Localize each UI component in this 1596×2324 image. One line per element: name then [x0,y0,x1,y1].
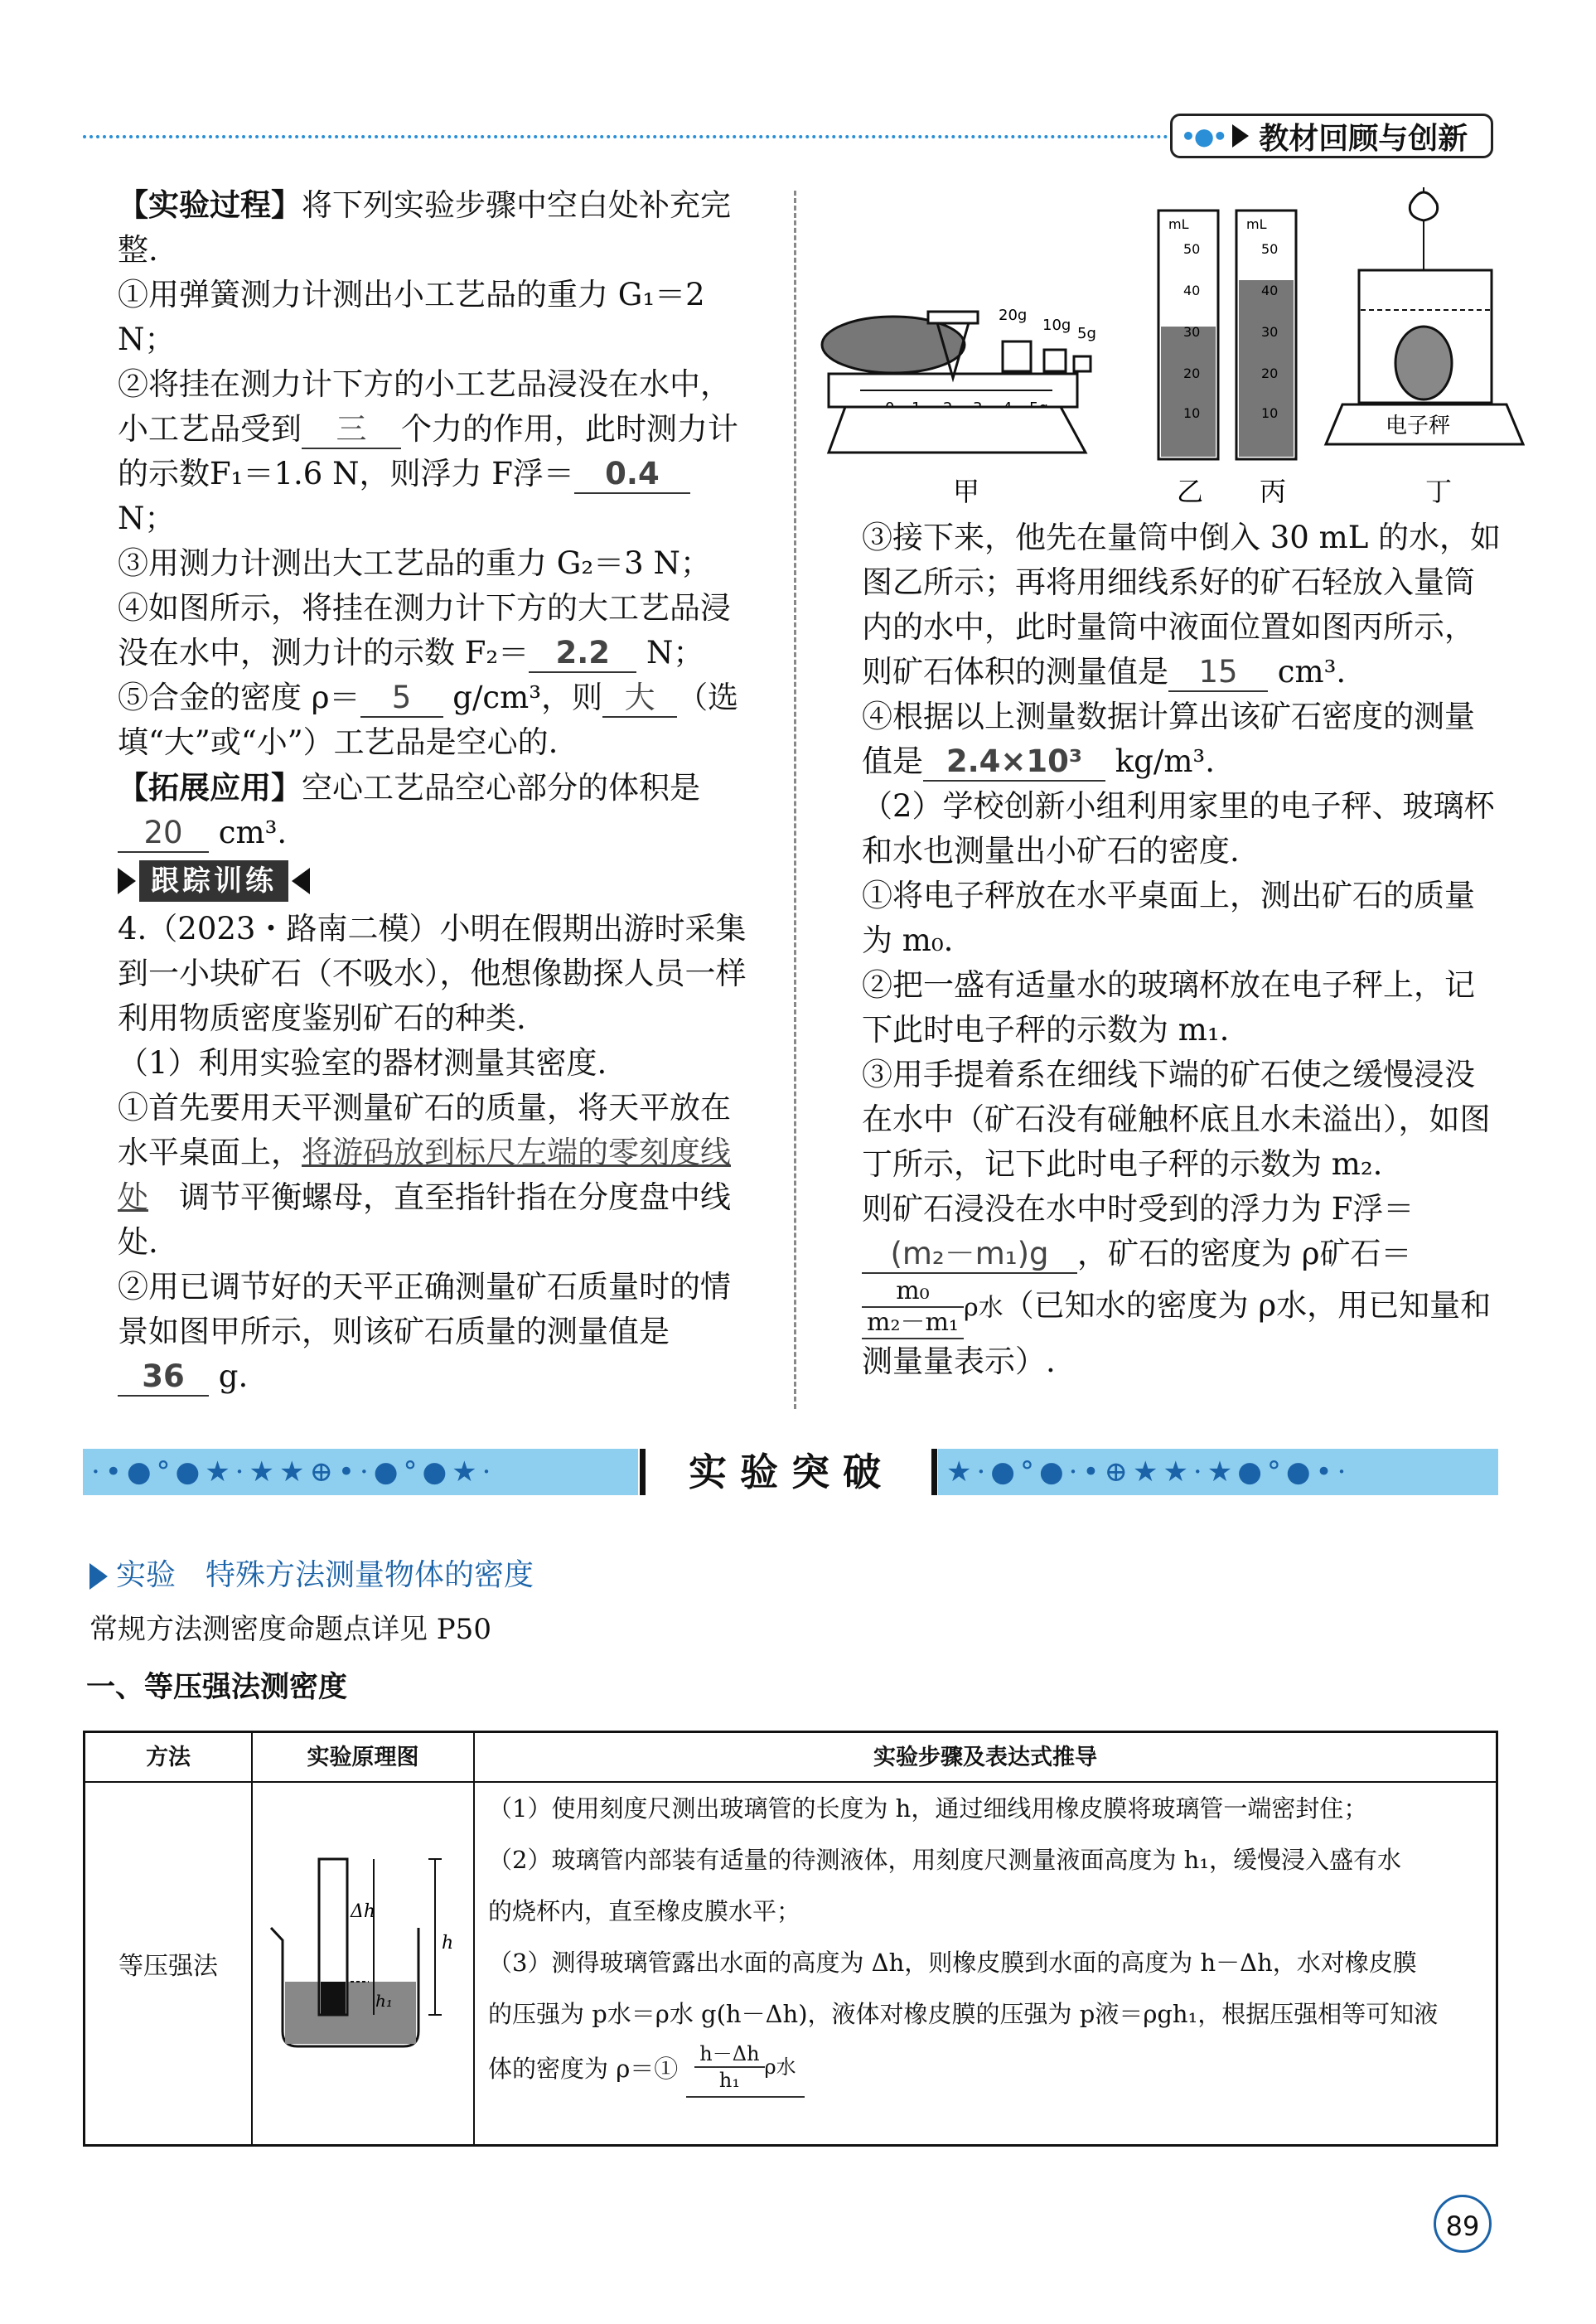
band-bar-left [640,1449,646,1495]
section-title: 实验突破 [689,1450,894,1494]
step-5-answer: 5 [360,680,443,718]
step-4-answer: 2.2 [529,635,636,673]
ore-in-water [1395,327,1452,399]
expand-text: 空心工艺品空心部分的体积是 [302,770,700,806]
step-2-blank: 三 [302,411,401,449]
right-p9: 则矿石浸没在水中时受到的浮力为 F浮＝ [862,1191,1415,1227]
right-column [862,516,1502,1384]
step-5b: g/cm³，则 [452,680,603,715]
header-dotted-line [83,135,1168,138]
diagram-cell [253,1783,475,2144]
step-5-answer-2: 大 [602,680,677,718]
answer-blank [686,2040,804,2098]
table-step-2b: 的烧杯内，直至橡皮膜水平； [488,1897,801,1925]
dots-icon: •●• [1181,122,1226,150]
label-ding: 丁 [1425,476,1453,507]
expand-answer: 20 [118,815,209,853]
arrow-right-icon [1232,124,1249,148]
weight-5g [1074,356,1091,371]
step-2b: 个力的作用，此时测力计的示数F₁＝1.6 N，则浮力 F浮＝ [118,411,738,491]
page-number: 89 [1434,2195,1492,2253]
cyl-tick: 40 [1261,283,1279,298]
q4-1a-b: 调节平衡螺母，直至指针指在分度盘中线处. [118,1179,731,1260]
chapter-badge [1170,114,1493,158]
step-5a: ⑤合金的密度 ρ＝ [118,680,360,715]
question-4-part-1: （1）利用实验室的器材测量其密度. [118,1045,607,1081]
cyl-unit-1: mL [1168,216,1189,232]
step-3: ③用测力计测出大工艺品的重力 G₂＝3 N； [118,545,711,581]
cyl-tick: 20 [1261,366,1279,381]
experiment-heading [89,1552,534,1594]
cyl-tick: 20 [1183,366,1201,381]
weight-label-20g: 20g [999,307,1028,324]
section-band-right: ★·●°●·•⊕★★·★●°●•· [938,1449,1498,1495]
water-30ml [1161,327,1216,457]
frac-den: m₂－m₁ [867,1308,959,1337]
label-bing: 丙 [1260,476,1287,507]
scale-label: 电子秤 [1386,414,1451,438]
weight-10g [1044,350,1066,371]
experiment-figure [812,187,1525,511]
right-p9c: （已知水的密度为 ρ水，用已知量和测量量表示）. [862,1287,1492,1379]
expand-unit: cm³. [218,815,288,850]
weight-20g [1003,341,1031,371]
cyl-tick: 10 [1261,405,1279,421]
arrow-right-icon [89,1563,108,1590]
q4-1a: ①首先要用天平测量矿石的质量，将天平放在水平桌面上， [118,1090,731,1170]
expand-tag: 【拓展应用】 [118,769,302,806]
column-divider [794,191,796,1409]
process-intro: 将下列实验步骤中空白处补充完整. [118,187,731,268]
p4-answer: 2.4×10³ [923,743,1105,782]
cyl-tick: 50 [1261,241,1279,257]
section-band-left: ·•●°●★·★★⊕•·●°●★· [83,1449,638,1495]
step-4a: ④如图所示，将挂在测力计下方的大工艺品浸没在水中，测力计的示数 F₂＝ [118,590,731,671]
cyl-tick: 10 [1183,405,1201,421]
table-step-2a: （2）玻璃管内部装有适量的待测液体，用刻度尺测量液面高度为 h₁，缓慢浸入盛有水 [488,1846,1401,1874]
step-2-answer: 0.4 [574,456,690,494]
process-tag: 【实验过程】 [118,186,302,223]
weight-label-5g: 5g [1077,325,1096,342]
th-method: 方法 [85,1733,253,1783]
p3-answer: 15 [1168,654,1268,692]
question-4: 4.（2023・路南二模）小明在假期出游时采集到一小块矿石（不吸水），他想像勘探人员一样利用物质密度鉴别矿石的种类. [118,911,747,1036]
table-step-1: （1）使用刻度尺测出玻璃管的长度为 h，通过细线用橡皮膜将玻璃管一端密封住； [488,1794,1368,1823]
table-frac-den: h₁ [718,2069,740,2092]
method-cell: 等压强法 [85,1783,253,2144]
cyl-unit-2: mL [1246,216,1267,232]
q4-1b-unit: g. [218,1358,249,1394]
label-dh: Δh [351,1901,376,1922]
right-p5: （2）学校创新小组利用家里的电子秤、玻璃杯和水也测量出小矿石的密度. [862,788,1495,869]
electronic-scale-diagram [1326,187,1523,444]
q4-1a-answer: 将游码放到标尺左端的零刻度线处 [118,1135,731,1215]
label-h: h [442,1933,454,1954]
th-steps: 实验步骤及表达式推导 [475,1733,1496,1783]
balance-diagram [822,307,1096,453]
left-column [118,182,756,1399]
q4-1b-answer: 36 [118,1358,209,1397]
measuring-cylinders [1158,211,1296,459]
weight-label-10g: 10g [1042,317,1071,334]
q4-1b: ②用已调节好的天平正确测量矿石质量时的情景如图甲所示，则该矿石质量的测量值是 [118,1269,731,1349]
band-bar-right [931,1449,937,1495]
p3-unit: cm³. [1277,654,1347,690]
cyl-tick: 50 [1183,241,1201,257]
hand-icon [1410,192,1437,220]
table-step-3b: 的压强为 p水＝ρ水 g(h－Δh)，液体对橡皮膜的压强为 p液＝ρgh₁，根据压强相等可知液 [488,2000,1439,2028]
frac-tail: ρ水 [963,1293,1004,1323]
step-5c: （选填“大”或“小”）工艺品是空心的. [118,680,739,760]
table-frac-num: h－Δh [694,2041,764,2068]
label-yi: 乙 [1177,476,1204,507]
step-2a: ②将挂在测力计下方的小工艺品浸没在水中，小工艺品受到 [118,366,731,447]
right-p9b: ，矿石的密度为 ρ矿石＝ [1077,1236,1412,1271]
p4-unit: kg/m³. [1115,743,1216,779]
cyl-tick: 40 [1183,283,1201,298]
cyl-tick: 30 [1183,324,1201,340]
step-4b: N； [646,635,704,671]
label-h1: h₁ [375,1991,393,2011]
experiment-title: 实验 特殊方法测量物体的密度 [116,1558,534,1592]
pressure-diagram [253,1783,473,2144]
section-note: 常规方法测密度命题点详见 P50 [89,1613,491,1646]
arrow-right-icon [118,868,136,894]
frac-num: m₀ [862,1276,964,1308]
right-p8: ③用手提着系在细线下端的矿石使之缓慢浸没在水中（矿石没有碰触杯底且水未溢出），如图丁所示，记下此时电子秤的示数为 m₂. [862,1057,1491,1182]
right-p6: ①将电子秤放在水平桌面上，测出矿石的质量为 m₀. [862,878,1475,958]
label-jia: 甲 [953,476,980,507]
density-fraction [862,1276,964,1339]
table-frac-tail: ρ水 [764,2055,796,2079]
table-step-3c: 体的密度为 ρ＝① [488,2055,679,2083]
step-2c: N； [118,501,176,536]
p9-answer: (m₂－m₁)g [862,1236,1077,1274]
table-fraction [694,2041,764,2093]
track-training-banner [118,860,310,902]
track-label: 跟踪训练 [139,860,288,902]
right-p4: ④根据以上测量数据计算出该矿石密度的测量值是 [862,699,1475,779]
steps-cell [475,1783,1496,2144]
right-p7: ②把一盛有适量水的玻璃杯放在电子秤上，记下此时电子秤的示数为 m₁. [862,967,1475,1048]
th-diagram: 实验原理图 [253,1733,475,1783]
method-table [83,1731,1498,2147]
cyl-tick: 30 [1261,324,1279,340]
table-step-3a: （3）测得玻璃管露出水面的高度为 Δh，则橡皮膜到水面的高度为 h－Δh，水对橡皮膜 [488,1949,1417,1977]
sub-title: 一、等压强法测密度 [86,1671,348,1704]
right-p3: ③接下来，他先在量筒中倒入 30 mL 的水，如图乙所示；再将用细线系好的矿石轻放入量筒内的水中，此时量筒中液面位置如图丙所示，则矿石体积的测量值是 [862,520,1502,690]
arrow-left-icon [292,868,310,894]
chapter-badge-label: 教材回顾与创新 [1259,121,1468,156]
step-1: ①用弹簧测力计测出小工艺品的重力 G₁＝2 N； [118,277,705,357]
